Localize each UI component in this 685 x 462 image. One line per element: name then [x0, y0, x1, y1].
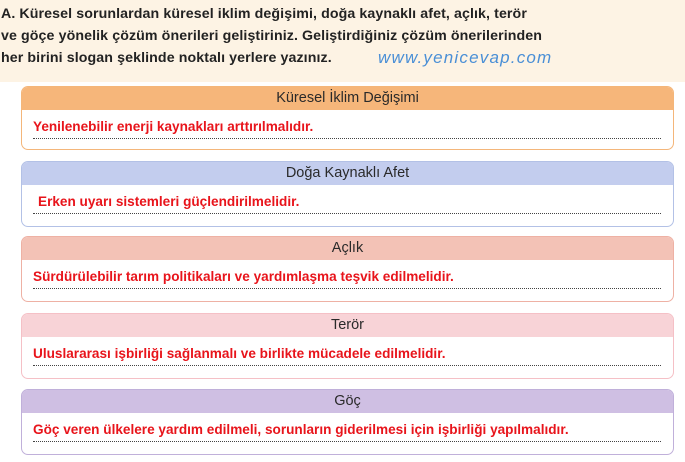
section-title: Açlık [22, 237, 673, 260]
watermark-text: www.yenicevap.com [378, 48, 553, 67]
section-box-aclik [21, 236, 674, 302]
answer-field[interactable]: Uluslararası işbirliği sağlanmalı ve birlikte mücadele edilmelidir. [33, 345, 661, 366]
answer-field[interactable]: Yenilenebilir enerji kaynakları arttırılmalıdır. [33, 118, 661, 139]
answer-field[interactable]: Erken uyarı sistemleri güçlendirilmelidir. [33, 193, 661, 214]
instruction-line-2: ve göçe yönelik çözüm önerileri geliştiriniz. Geliştirdiğiniz çözüm önerilerinden [1, 28, 543, 44]
section-box-teror [21, 313, 674, 379]
answer-field[interactable]: Göç veren ülkelere yardım edilmeli, sorunların giderilmesi için işbirliği yapılmalıdır. [33, 421, 661, 442]
section-title: Göç [22, 390, 673, 413]
section-title: Küresel İklim Değişimi [22, 87, 673, 110]
section-box-goc [21, 389, 674, 455]
answer-field[interactable]: Sürdürülebilir tarım politikaları ve yardımlaşma teşvik edilmelidir. [33, 268, 661, 289]
section-title: Terör [22, 314, 673, 337]
instruction-line-1: A. Küresel sorunlardan küresel iklim değişimi, doğa kaynaklı afet, açlık, terör [1, 6, 527, 22]
section-title: Doğa Kaynaklı Afet [22, 162, 673, 185]
section-box-iklim [21, 86, 674, 150]
instruction-line-3: her birini slogan şeklinde noktalı yerlere yazınız. [1, 50, 332, 66]
section-box-afet [21, 161, 674, 227]
